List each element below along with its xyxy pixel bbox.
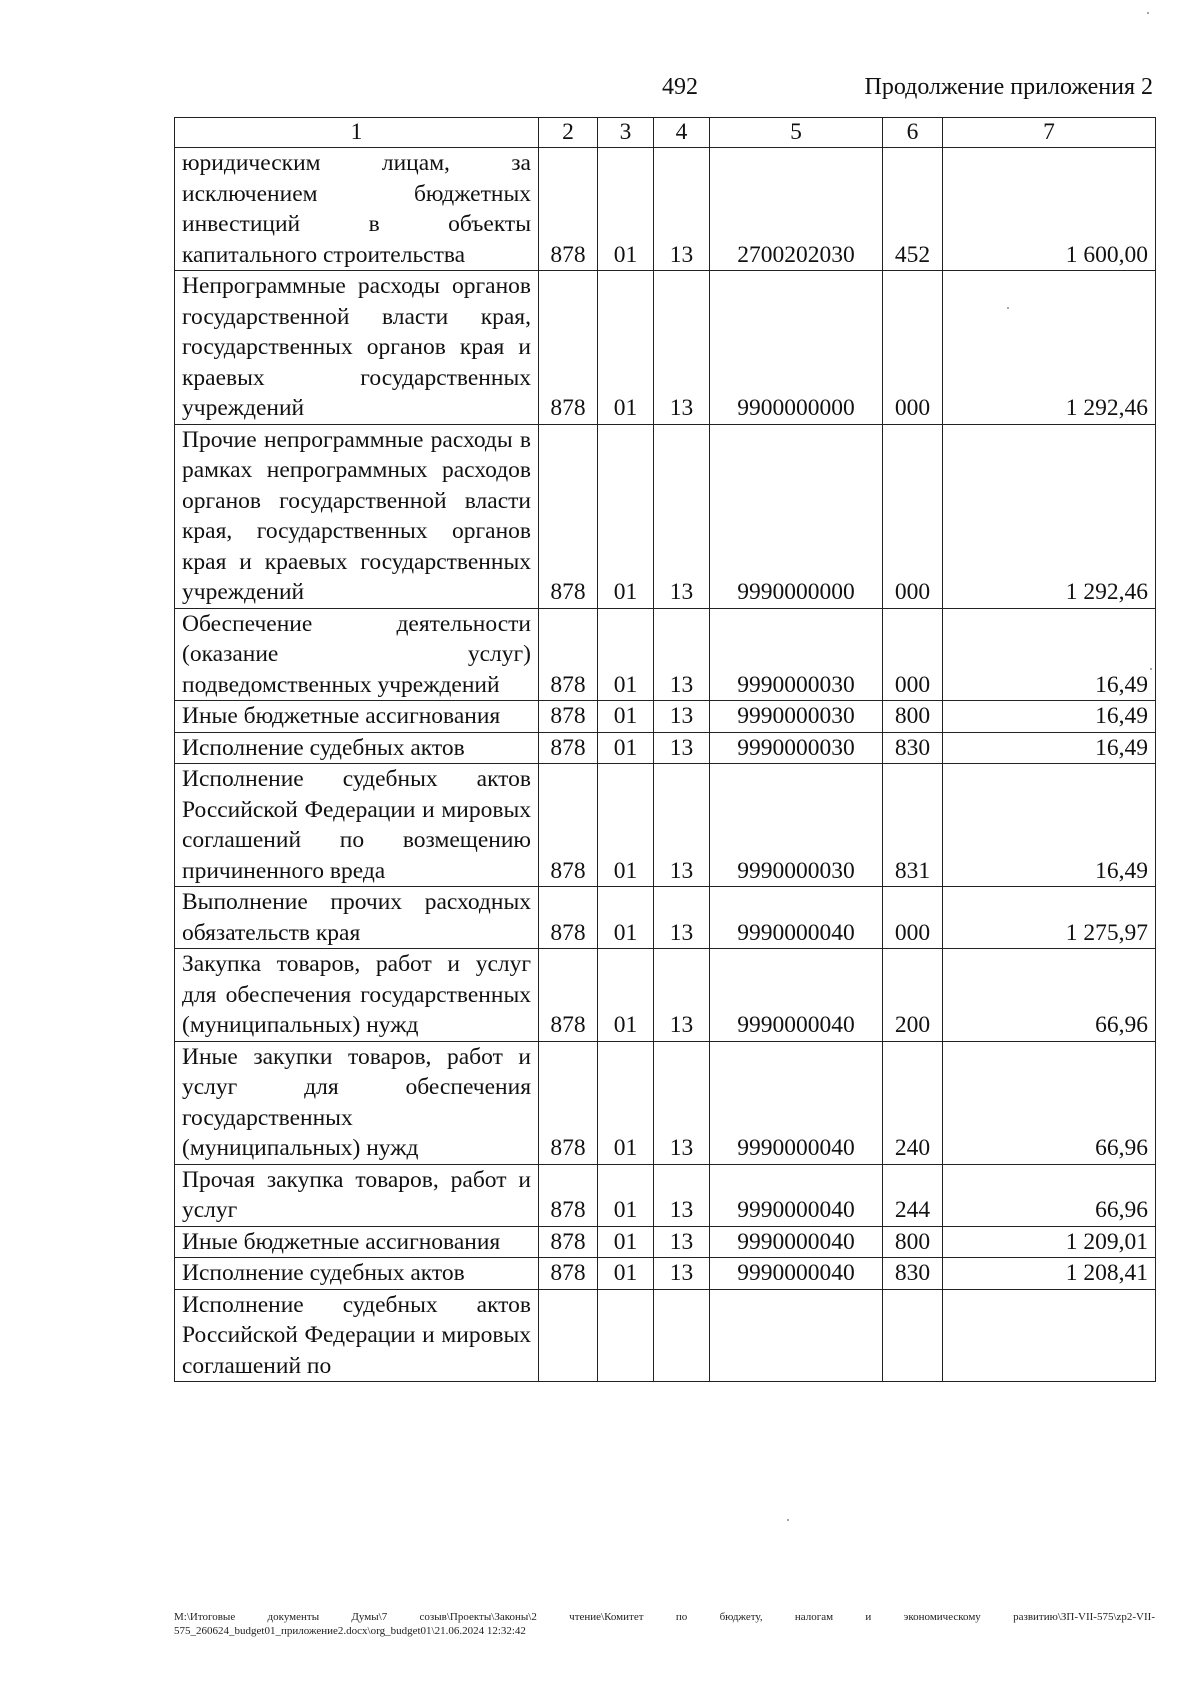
code-cell: 13 xyxy=(654,1041,710,1164)
code-cell: 452 xyxy=(883,148,943,271)
code-cell: 9990000040 xyxy=(710,1041,883,1164)
code-cell: 878 xyxy=(539,1164,598,1226)
code-cell: 878 xyxy=(539,764,598,887)
code-cell: 878 xyxy=(539,732,598,764)
table-row xyxy=(175,1164,1156,1226)
row-description: Закупка товаров, работ и услуг для обеспечения государственных (муниципальных) нужд xyxy=(175,949,539,1042)
document-file-path: M:\Итоговые документы Думы\7 созыв\Проекты\Законы\2 чтение\Комитет по бюджету, налогам и экономическому развитию\ЗП-VII-575\zp2-VII-575_260624_budget01_приложение2.docx\org_budget01\21.06.2024 12:32:42 xyxy=(174,1611,1155,1637)
amount-cell: 66,96 xyxy=(943,1041,1156,1164)
table-row xyxy=(175,701,1156,733)
amount-cell: 66,96 xyxy=(943,949,1156,1042)
code-cell: 9990000040 xyxy=(710,949,883,1042)
appendix-continuation-label: Продолжение приложения 2 xyxy=(864,74,1153,100)
row-description: Иные закупки товаров, работ и услуг для обеспечения государственных (муниципальных) нужд xyxy=(175,1041,539,1164)
code-cell: 01 xyxy=(598,424,654,608)
code-cell: 13 xyxy=(654,701,710,733)
code-cell: 000 xyxy=(883,271,943,425)
code-cell: 800 xyxy=(883,1226,943,1258)
code-cell: 878 xyxy=(539,701,598,733)
code-cell: 9900000000 xyxy=(710,271,883,425)
amount-cell: 1 600,00 xyxy=(943,148,1156,271)
column-header: 5 xyxy=(710,118,883,148)
amount-cell: 1 208,41 xyxy=(943,1258,1156,1290)
code-cell: 9990000000 xyxy=(710,424,883,608)
row-description: Иные бюджетные ассигнования xyxy=(175,1226,539,1258)
code-cell: 800 xyxy=(883,701,943,733)
code-cell: 01 xyxy=(598,1041,654,1164)
code-cell: 13 xyxy=(654,732,710,764)
code-cell: 13 xyxy=(654,1258,710,1290)
table-row xyxy=(175,1041,1156,1164)
amount-cell: 1 292,46 xyxy=(943,271,1156,425)
table-row xyxy=(175,148,1156,271)
code-cell: 01 xyxy=(598,732,654,764)
code-cell: 9990000040 xyxy=(710,887,883,949)
code-cell xyxy=(654,1289,710,1382)
code-cell: 13 xyxy=(654,949,710,1042)
table-header-row xyxy=(175,118,1156,148)
code-cell: 9990000040 xyxy=(710,1226,883,1258)
code-cell: 878 xyxy=(539,1041,598,1164)
code-cell: 13 xyxy=(654,608,710,701)
code-cell: 9990000030 xyxy=(710,701,883,733)
code-cell: 2700202030 xyxy=(710,148,883,271)
code-cell: 830 xyxy=(883,732,943,764)
row-description: Исполнение судебных актов xyxy=(175,1258,539,1290)
amount-cell: 16,49 xyxy=(943,764,1156,887)
code-cell: 9990000030 xyxy=(710,764,883,887)
code-cell: 01 xyxy=(598,271,654,425)
table-row xyxy=(175,424,1156,608)
column-header: 3 xyxy=(598,118,654,148)
scan-speck xyxy=(787,1519,789,1521)
code-cell: 878 xyxy=(539,1258,598,1290)
code-cell: 9990000040 xyxy=(710,1164,883,1226)
scan-speck xyxy=(1147,12,1149,14)
table-row xyxy=(175,1226,1156,1258)
amount-cell: 1 292,46 xyxy=(943,424,1156,608)
column-header: 2 xyxy=(539,118,598,148)
column-header: 7 xyxy=(943,118,1156,148)
row-description: Исполнение судебных актов Российской Федерации и мировых соглашений по xyxy=(175,1289,539,1382)
code-cell: 244 xyxy=(883,1164,943,1226)
code-cell: 878 xyxy=(539,608,598,701)
code-cell: 13 xyxy=(654,424,710,608)
code-cell: 878 xyxy=(539,424,598,608)
amount-cell: 16,49 xyxy=(943,701,1156,733)
column-header: 1 xyxy=(175,118,539,148)
code-cell: 878 xyxy=(539,949,598,1042)
table-row xyxy=(175,1258,1156,1290)
table-row xyxy=(175,1289,1156,1382)
code-cell: 200 xyxy=(883,949,943,1042)
code-cell: 830 xyxy=(883,1258,943,1290)
code-cell: 13 xyxy=(654,271,710,425)
code-cell: 01 xyxy=(598,887,654,949)
row-description: Непрограммные расходы органов государственной власти края, государственных органов края и краевых государственных учреждений xyxy=(175,271,539,425)
code-cell: 13 xyxy=(654,1226,710,1258)
amount-cell: 66,96 xyxy=(943,1164,1156,1226)
table-row xyxy=(175,949,1156,1042)
column-header: 6 xyxy=(883,118,943,148)
amount-cell: 1 275,97 xyxy=(943,887,1156,949)
table-row xyxy=(175,887,1156,949)
row-description: Прочая закупка товаров, работ и услуг xyxy=(175,1164,539,1226)
code-cell: 01 xyxy=(598,1164,654,1226)
code-cell: 878 xyxy=(539,148,598,271)
table-row xyxy=(175,732,1156,764)
code-cell: 01 xyxy=(598,949,654,1042)
code-cell xyxy=(710,1289,883,1382)
code-cell: 878 xyxy=(539,887,598,949)
code-cell: 878 xyxy=(539,1226,598,1258)
scan-speck xyxy=(1150,668,1152,670)
table-row xyxy=(175,608,1156,701)
code-cell xyxy=(539,1289,598,1382)
page-number: 492 xyxy=(662,74,698,100)
code-cell: 9990000030 xyxy=(710,608,883,701)
code-cell: 13 xyxy=(654,887,710,949)
code-cell: 01 xyxy=(598,608,654,701)
code-cell: 000 xyxy=(883,887,943,949)
row-description: Иные бюджетные ассигнования xyxy=(175,701,539,733)
row-description: Исполнение судебных актов xyxy=(175,732,539,764)
table-row xyxy=(175,764,1156,887)
code-cell: 01 xyxy=(598,701,654,733)
code-cell: 000 xyxy=(883,424,943,608)
code-cell: 13 xyxy=(654,1164,710,1226)
code-cell: 13 xyxy=(654,148,710,271)
amount-cell: 16,49 xyxy=(943,732,1156,764)
code-cell: 000 xyxy=(883,608,943,701)
row-description: Обеспечение деятельности (оказание услуг) подведомственных учреждений xyxy=(175,608,539,701)
row-description: Исполнение судебных актов Российской Федерации и мировых соглашений по возмещению причиненного вреда xyxy=(175,764,539,887)
column-header: 4 xyxy=(654,118,710,148)
code-cell: 878 xyxy=(539,271,598,425)
amount-cell: 16,49 xyxy=(943,608,1156,701)
code-cell: 240 xyxy=(883,1041,943,1164)
code-cell: 01 xyxy=(598,764,654,887)
code-cell: 9990000040 xyxy=(710,1258,883,1290)
row-description: Выполнение прочих расходных обязательств края xyxy=(175,887,539,949)
row-description: юридическим лицам, за исключением бюджетных инвестиций в объекты капитального строительства xyxy=(175,148,539,271)
code-cell: 01 xyxy=(598,148,654,271)
code-cell: 13 xyxy=(654,764,710,887)
code-cell xyxy=(598,1289,654,1382)
table-row xyxy=(175,271,1156,425)
code-cell xyxy=(883,1289,943,1382)
scan-speck xyxy=(1007,307,1009,309)
code-cell: 01 xyxy=(598,1226,654,1258)
code-cell: 831 xyxy=(883,764,943,887)
row-description: Прочие непрограммные расходы в рамках непрограммных расходов органов государственной власти края, государственных органов края и краевых государственных учреждений xyxy=(175,424,539,608)
code-cell: 01 xyxy=(598,1258,654,1290)
code-cell: 9990000030 xyxy=(710,732,883,764)
amount-cell: 1 209,01 xyxy=(943,1226,1156,1258)
amount-cell xyxy=(943,1289,1156,1382)
